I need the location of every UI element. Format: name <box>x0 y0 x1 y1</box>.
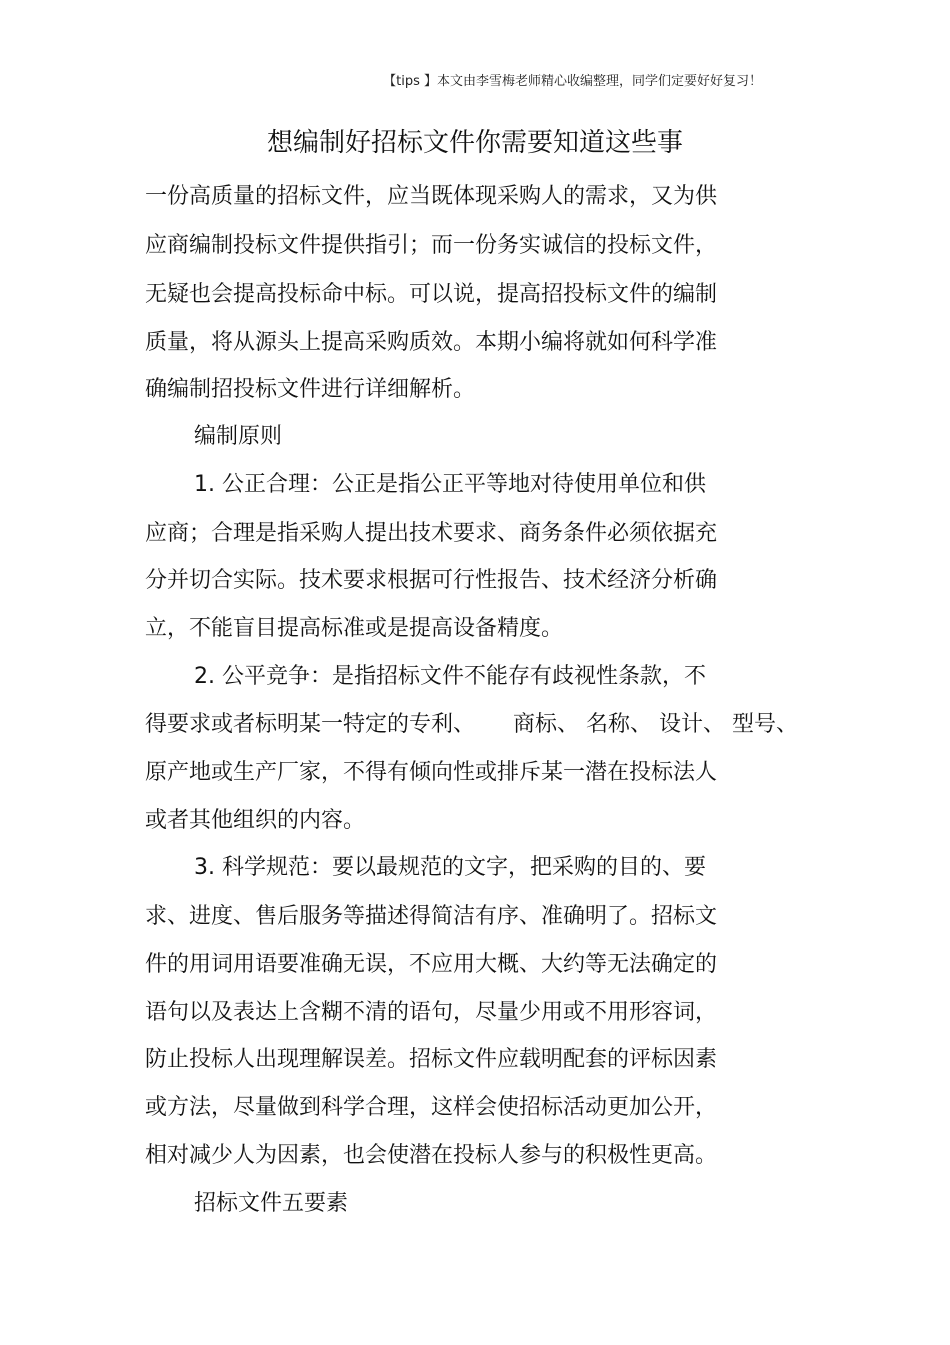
principle-line: 求、进度、售后服务等描述得简洁有序、准确明了。招标文 <box>145 904 718 929</box>
intro-line: 一份高质量的招标文件，应当既体现采购人的需求，又为供 <box>145 184 718 209</box>
section-heading-principles: 编制原则 <box>194 424 283 449</box>
principle-line: 防止投标人出现理解误差。招标文件应载明配套的评标因素 <box>145 1047 718 1072</box>
principle-line: 件的用词用语要准确无误，不应用大概、大约等无法确定的 <box>145 952 718 977</box>
document-title: 想编制好招标文件你需要知道这些事 <box>266 128 683 158</box>
principle-line: 立，不能盲目提高标准或是提高设备精度。 <box>145 616 564 641</box>
principle-line: 应商；合理是指采购人提出技术要求、商务条件必须依据充 <box>145 521 718 546</box>
principle-line <box>145 710 798 740</box>
principle-line-part: 商标、 名称、 设计、 型号、 <box>513 712 798 737</box>
intro-line: 确编制招投标文件进行详细解析。 <box>145 377 476 402</box>
principle-line: 1. 公正合理：公正是指公正平等地对待使用单位和供 <box>194 472 706 497</box>
principle-line: 或者其他组织的内容。 <box>145 808 366 833</box>
principle-line-part: 得要求或者标明某一特定的专利、 <box>145 712 476 737</box>
principle-line: 原产地或生产厂家，不得有倾向性或排斥某一潜在投标法人 <box>145 760 718 785</box>
principle-line: 相对减少人为因素，也会使潜在投标人参与的积极性更高。 <box>145 1143 718 1168</box>
intro-line: 无疑也会提高投标命中标。可以说，提高招投标文件的编制 <box>145 282 718 307</box>
intro-line: 应商编制投标文件提供指引；而一份务实诚信的投标文件， <box>145 233 718 258</box>
section-heading-five-elements: 招标文件五要素 <box>194 1191 349 1216</box>
principle-line: 或方法，尽量做到科学合理，这样会使招标活动更加公开， <box>145 1095 718 1120</box>
principle-line: 分并切合实际。技术要求根据可行性报告、技术经济分析确 <box>145 568 718 593</box>
principle-line: 2. 公平竞争：是指招标文件不能存有歧视性条款，不 <box>194 664 706 689</box>
intro-line: 质量，将从源头上提高采购质效。本期小编将就如何科学准 <box>145 330 718 355</box>
header-tips: 【tips 】本文由李雪梅老师精心收编整理，同学们定要好好复习！ <box>383 74 762 89</box>
principle-line: 语句以及表达上含糊不清的语句，尽量少用或不用形容词， <box>145 1000 718 1025</box>
principle-line: 3. 科学规范：要以最规范的文字，把采购的目的、要 <box>194 855 706 880</box>
